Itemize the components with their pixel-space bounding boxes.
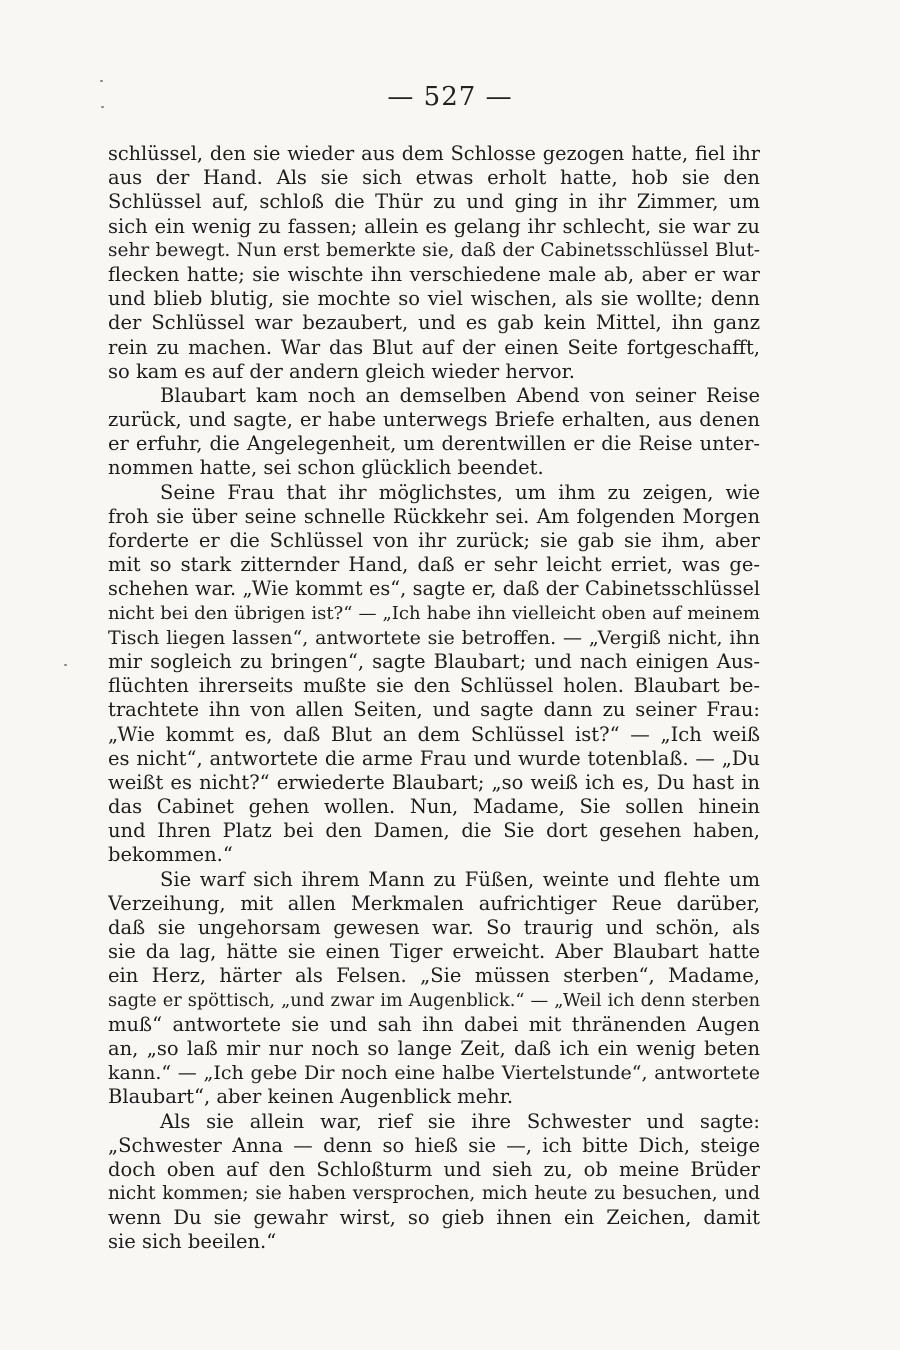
scan-speck	[64, 664, 67, 666]
text-line: der Schlüssel war bezaubert, und es gab kein Mittel, ihn ganz	[108, 311, 760, 335]
text-line: schlüssel, den sie wieder aus dem Schlosse gezogen hatte, fiel ihr	[108, 142, 760, 165]
text-line: flecken hatte; sie wischte ihn verschiedene male ab, aber er war	[108, 262, 760, 286]
text-line: mit so stark zitternder Hand, daß er sehr leicht erriet, was ge-	[108, 553, 760, 577]
page-number: — 527 —	[387, 82, 513, 112]
text-line: froh sie über seine schnelle Rückkehr sei. Am folgenden Morgen	[108, 504, 760, 528]
text-line: Sie warf sich ihrem Mann zu Füßen, weinte und flehte um	[160, 867, 760, 891]
text-line: muß“ antwortete sie und sah ihn dabei mit thränenden Augen	[108, 1012, 760, 1036]
text-line: Schlüssel auf, schloß die Thür zu und ging in ihr Zimmer, um	[108, 190, 760, 214]
text-line: schehen war. „Wie kommt es“, sagte er, daß der Cabinetsschlüssel	[108, 577, 760, 601]
text-line: sagte er spöttisch, „und zwar im Augenblick.“ — „Weil ich denn sterben	[108, 990, 760, 1011]
text-line: Seine Frau that ihr möglichstes, um ihm zu zeigen, wie	[160, 480, 760, 504]
text-line: an, „so laß mir nur noch so lange Zeit, daß ich ein wenig beten	[108, 1036, 760, 1060]
text-line: weißt es nicht?“ erwiederte Blaubart; „so weiß ich es, Du hast in	[108, 770, 760, 794]
text-line: sie sich beeilen.“	[108, 1230, 277, 1254]
text-line: Als sie allein war, rief sie ihre Schwester und sagte:	[160, 1109, 760, 1133]
text-line: „Schwester Anna — denn so hieß sie —, ich bitte Dich, steige	[108, 1133, 760, 1157]
text-line: und Ihren Platz bei den Damen, die Sie dort gesehen haben,	[108, 819, 760, 843]
text-line: wenn Du sie gewahr wirst, so gieb ihnen ein Zeichen, damit	[108, 1206, 760, 1230]
text-line: nicht kommen; sie haben versprochen, mich heute zu besuchen, und	[108, 1183, 760, 1205]
text-line: mir sogleich zu bringen“, sagte Blaubart; und nach einigen Aus-	[108, 649, 760, 673]
text-line: aus der Hand. Als sie sich etwas erholt hatte, hob sie den	[108, 166, 760, 190]
text-line: trachtete ihn von allen Seiten, und sagte dann zu seiner Frau:	[108, 698, 760, 722]
text-line: Blaubart“, aber keinen Augenblick mehr.	[108, 1085, 514, 1109]
text-line: kann.“ — „Ich gebe Dir noch eine halbe Viertelstunde“, antwortete	[108, 1062, 760, 1085]
text-line: doch oben auf den Schloßturm und sieh zu, ob meine Brüder	[108, 1157, 760, 1181]
text-line: nicht bei den übrigen ist?“ — „Ich habe ihn vielleicht oben auf meinem	[108, 602, 760, 624]
text-line: und blieb blutig, sie mochte so viel wischen, als sie wollte; denn	[108, 287, 760, 311]
text-line: er erfuhr, die Angelegenheit, um derentwillen er die Reise unter-	[108, 432, 760, 456]
text-line: sie da lag, hätte sie einen Tiger erweicht. Aber Blaubart hatte	[108, 940, 760, 964]
text-line: rein zu machen. War das Blut auf der einen Seite fortgeschafft,	[108, 335, 760, 359]
text-line: Blaubart kam noch an demselben Abend von seiner Reise	[160, 383, 760, 407]
text-line: „Wie kommt es, daß Blut an dem Schlüssel ist?“ — „Ich weiß	[108, 722, 760, 746]
text-line: das Cabinet gehen wollen. Nun, Madame, Sie sollen hinein	[108, 795, 760, 819]
text-line: sehr bewegt. Nun erst bemerkte sie, daß der Cabinetsschlüssel Blut-	[108, 239, 760, 261]
body-text	[108, 142, 760, 1255]
text-line: daß sie ungehorsam gewesen war. So traurig und schön, als	[108, 916, 760, 939]
text-line: nommen hatte, sei schon glücklich beendet.	[108, 456, 544, 480]
text-line: es nicht“, antwortete die arme Frau und wurde totenblaß. — „Du	[108, 746, 760, 770]
text-line: zurück, und sagte, er habe unterwegs Briefe erhalten, aus denen	[108, 408, 760, 432]
text-line: forderte er die Schlüssel von ihr zurück; sie gab sie ihm, aber	[108, 529, 760, 552]
text-line: flüchten ihrerseits mußte sie den Schlüssel holen. Blaubart be-	[108, 674, 760, 698]
text-line: sich ein wenig zu fassen; allein es gelang ihr schlecht, sie war zu	[108, 214, 760, 238]
text-line: Tisch liegen lassen“, antwortete sie betroffen. — „Vergiß nicht, ihn	[108, 626, 760, 649]
text-line: so kam es auf der andern gleich wieder hervor.	[108, 359, 575, 383]
text-line: bekommen.“	[108, 843, 233, 867]
text-line: Verzeihung, mit allen Merkmalen aufrichtiger Reue darüber,	[108, 891, 760, 915]
text-line: ein Herz, härter als Felsen. „Sie müssen sterben“, Madame,	[108, 964, 760, 988]
